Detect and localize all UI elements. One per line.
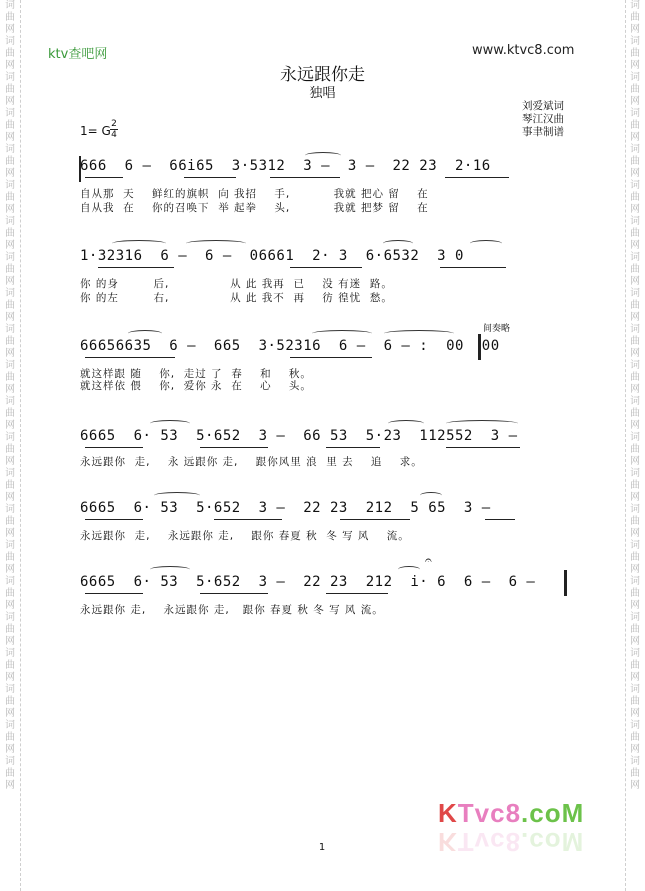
beam bbox=[290, 357, 372, 358]
song-subtitle: 独唱 bbox=[309, 86, 336, 101]
composer: 琴江汉曲 bbox=[522, 113, 564, 125]
beam bbox=[85, 519, 143, 520]
time-signature bbox=[110, 120, 118, 139]
lyrics-system-2-verse-2: 你 的左 右, 从 此 我不 再 彷 徨忧 愁。 bbox=[80, 292, 393, 304]
beam bbox=[85, 357, 175, 358]
interlude-note: 间奏略 bbox=[483, 324, 511, 334]
credits bbox=[522, 100, 564, 139]
song-title: 永远跟你走 bbox=[280, 65, 365, 85]
beam bbox=[270, 177, 340, 178]
slur bbox=[398, 566, 420, 573]
right-margin-line bbox=[625, 0, 626, 891]
final-barline bbox=[564, 570, 567, 596]
lyrics-system-5: 永远跟你 走, 永远跟你 走, 跟你 春夏 秋 冬 写 风 流。 bbox=[80, 530, 410, 542]
beam bbox=[98, 267, 174, 268]
slur bbox=[383, 240, 413, 247]
slur bbox=[305, 152, 341, 159]
beam bbox=[184, 177, 236, 178]
slur bbox=[150, 566, 190, 573]
notes-system-4: 6665 6· 53 5·652 3 — 66 53 5·23 112552 3 — bbox=[80, 428, 518, 444]
logo: KTvc8.coM bbox=[438, 798, 585, 828]
fermata-icon: 𝄐 bbox=[425, 553, 432, 567]
notes-system-3: 66656635 6 — 665 3·52316 6 — 6 — : 00 00 bbox=[80, 338, 500, 354]
key-signature: 1= G bbox=[80, 124, 111, 138]
page-number: 1 bbox=[318, 842, 326, 853]
slur bbox=[112, 240, 166, 247]
slur bbox=[388, 420, 424, 427]
slur bbox=[186, 240, 246, 247]
time-bottom: 4 bbox=[111, 130, 117, 140]
beam bbox=[290, 267, 362, 268]
brand-link[interactable]: ktv查吧网 bbox=[48, 47, 108, 62]
side-watermark-left: 词曲网词曲网词曲网词曲网词曲网词曲网词曲网词曲网词曲网词曲网词曲网词曲网词曲网词曲网词曲网词曲网词曲网词曲网词曲网词曲网词曲网词曲网 bbox=[5, 0, 15, 791]
repeat-barline bbox=[478, 334, 481, 360]
beam bbox=[340, 519, 410, 520]
slur bbox=[154, 492, 200, 499]
beam bbox=[445, 177, 509, 178]
lyrics-system-1-verse-2: 自从我 在 你的召唤下 举 起拳 头, 我就 把梦 留 在 bbox=[80, 202, 429, 214]
lyricist: 刘爱斌词 bbox=[522, 100, 564, 112]
slur bbox=[128, 330, 162, 337]
beam bbox=[214, 519, 282, 520]
logo-reflection: KTvc8.coM bbox=[438, 827, 585, 857]
beam bbox=[85, 447, 143, 448]
notes-system-2: 1·32316 6 — 6 — 06661 2· 3 6·6532 3 0 bbox=[80, 248, 464, 264]
beam bbox=[85, 593, 143, 594]
lyrics-system-4: 永远跟你 走, 永 远跟你 走, 跟你风里 浪 里 去 追 求。 bbox=[80, 456, 423, 468]
slur bbox=[470, 240, 502, 247]
beam bbox=[200, 447, 268, 448]
lyrics-system-3-verse-2: 就这样依 偎 你, 爱你 永 在 心 头。 bbox=[80, 380, 312, 392]
slur bbox=[150, 420, 190, 427]
beam bbox=[446, 447, 520, 448]
slur bbox=[420, 492, 442, 499]
notes-system-6: 6665 6· 53 5·652 3 — 22 23 212 i· 6 6 — 6 — bbox=[80, 574, 536, 590]
slur bbox=[446, 420, 518, 427]
slur bbox=[384, 330, 454, 337]
beam bbox=[485, 519, 515, 520]
side-watermark-right: 词曲网词曲网词曲网词曲网词曲网词曲网词曲网词曲网词曲网词曲网词曲网词曲网词曲网词曲网词曲网词曲网词曲网词曲网词曲网词曲网词曲网词曲网 bbox=[630, 0, 640, 791]
beam bbox=[326, 447, 380, 448]
transcriber: 事聿制谱 bbox=[522, 126, 564, 138]
slur bbox=[312, 330, 372, 337]
left-margin-line bbox=[20, 0, 21, 891]
beam bbox=[440, 267, 506, 268]
lyrics-system-6: 永远跟你 走, 永远跟你 走, 跟你 春夏 秋 冬 写 风 流。 bbox=[80, 604, 384, 616]
lyrics-system-2-verse-1: 你 的身 后, 从 此 我再 已 没 有迷 路。 bbox=[80, 278, 393, 290]
site-url[interactable]: www.ktvc8.com bbox=[472, 43, 575, 58]
beam bbox=[200, 593, 268, 594]
notes-system-1: 666 6 — 66i65 3·5312 3 — 3 — 22 23 2·16 bbox=[80, 158, 491, 174]
time-top: 2 bbox=[111, 119, 117, 129]
lyrics-system-1-verse-1: 自从那 天 鲜红的旗帜 向 我招 手, 我就 把心 留 在 bbox=[80, 188, 429, 200]
beam bbox=[326, 593, 388, 594]
lyrics-system-3-verse-1: 就这样跟 随 你, 走过 了 春 和 秋。 bbox=[80, 368, 312, 380]
beam bbox=[85, 177, 123, 178]
notes-system-5: 6665 6· 53 5·652 3 — 22 23 212 5 65 3 — bbox=[80, 500, 491, 516]
